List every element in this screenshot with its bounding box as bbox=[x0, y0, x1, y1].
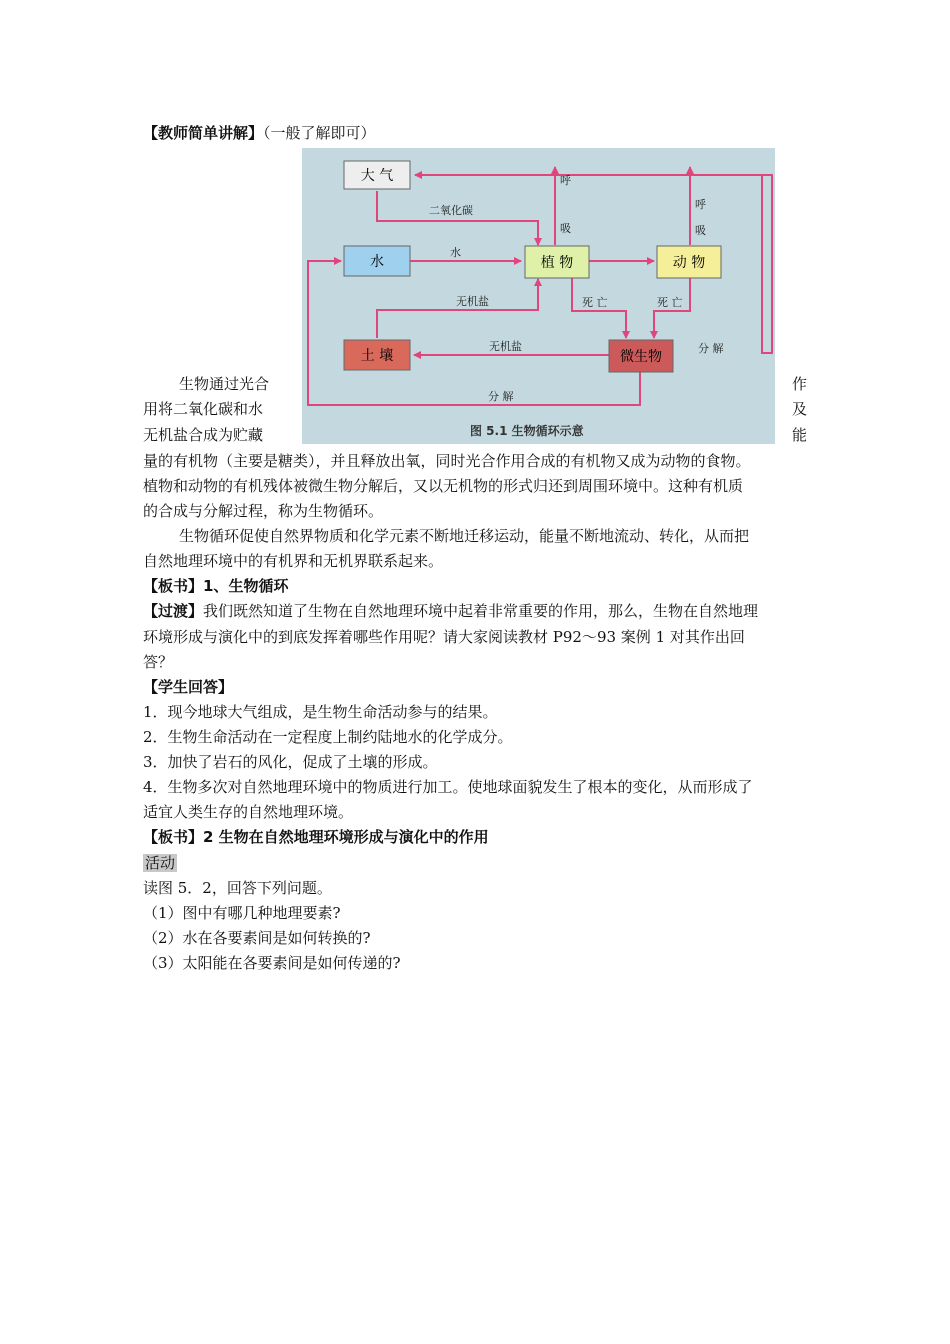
heading-tag: 【教师简单讲解】 bbox=[143, 124, 264, 142]
transition-line3: 答？ bbox=[143, 653, 174, 671]
node-plant-label: 植 物 bbox=[540, 255, 574, 271]
transition-line1: 【过渡】我们既然知道了生物在自然地理环境中起着非常重要的作用，那么，生物在自然地理 bbox=[143, 602, 759, 620]
node-water-label: 水 bbox=[370, 254, 384, 270]
answer-4-cont: 适宜人类生存的自然地理环境。 bbox=[143, 803, 354, 821]
para1-line4: 量的有机物（主要是糖类），并且释放出氧，同时光合作用合成的有机物又成为动物的食物。 bbox=[143, 452, 751, 470]
para1-line2: 用将二氧化碳和水 及 bbox=[143, 400, 807, 418]
node-air-label: 大 气 bbox=[360, 168, 394, 184]
label-water: 水 bbox=[450, 246, 461, 259]
board-heading-2: 【板书】2 生物在自然地理环境形成与演化中的作用 bbox=[143, 828, 489, 846]
activity-label: 活动 bbox=[145, 854, 176, 872]
answer-3: 3．加快了岩石的风化，促成了土壤的形成。 bbox=[143, 753, 438, 771]
para1-line5: 植物和动物的有机残体被微生物分解后，又以无机物的形式归还到周围环境中。这种有机质 bbox=[143, 477, 744, 495]
label-death-animal: 死 亡 bbox=[657, 296, 683, 309]
label-resp-plant: 呼 bbox=[560, 174, 571, 187]
node-animal-label: 动 物 bbox=[672, 255, 706, 271]
transition-line2: 环境形成与演化中的到底发挥着哪些作用呢？请大家阅读教材 P92～93 案例 1 对其作出回 bbox=[143, 628, 745, 646]
label-mineral-up: 无机盐 bbox=[456, 295, 489, 308]
question-2: （2）水在各要素间是如何转换的? bbox=[143, 929, 371, 947]
question-1: （1）图中有哪几种地理要素? bbox=[143, 904, 341, 922]
student-answer-heading: 【学生回答】 bbox=[143, 678, 234, 696]
question-intro: 读图 5．2，回答下列问题。 bbox=[143, 879, 332, 897]
label-mineral-left: 无机盐 bbox=[489, 340, 522, 353]
para2-line2: 自然地理环境中的有机界和无机界联系起来。 bbox=[143, 552, 444, 570]
label-decomp-bottom: 分 解 bbox=[488, 390, 514, 403]
label-resp-animal-2: 吸 bbox=[695, 224, 706, 237]
heading-note: （一般了解即可） bbox=[263, 124, 376, 142]
label-resp-animal: 呼 bbox=[695, 198, 706, 211]
answer-2: 2．生物生命活动在一定程度上制约陆地水的化学成分。 bbox=[143, 728, 513, 746]
node-microbe-label: 微生物 bbox=[620, 349, 662, 365]
para2-line1: 生物循环促使自然界物质和化学元素不断地迁移运动，能量不断地流动、转化，从而把 bbox=[179, 527, 750, 545]
question-3: （3）太阳能在各要素间是如何传递的? bbox=[143, 954, 401, 972]
board-heading-1: 【板书】1、生物循环 bbox=[143, 577, 289, 595]
answer-4: 4．生物多次对自然地理环境中的物质进行加工。使地球面貌发生了根本的变化，从而形成了 bbox=[143, 778, 753, 796]
label-resp-plant-2: 吸 bbox=[560, 222, 571, 235]
para1-line3: 无机盐合成为贮藏 能 bbox=[143, 426, 807, 444]
section-heading bbox=[143, 122, 376, 144]
label-co2: 二氧化碳 bbox=[429, 204, 473, 217]
node-soil-label: 土 壤 bbox=[360, 348, 394, 364]
label-decomp-right: 分 解 bbox=[698, 342, 724, 355]
figure-caption: 图 5.1 生物循环示意 bbox=[470, 424, 584, 438]
label-death-plant: 死 亡 bbox=[582, 296, 608, 309]
answer-1: 1．现今地球大气组成，是生物生命活动参与的结果。 bbox=[143, 703, 498, 721]
para1-line6: 的合成与分解过程，称为生物循环。 bbox=[143, 502, 384, 520]
para1-line1: 生物通过光合 作 bbox=[179, 375, 807, 393]
